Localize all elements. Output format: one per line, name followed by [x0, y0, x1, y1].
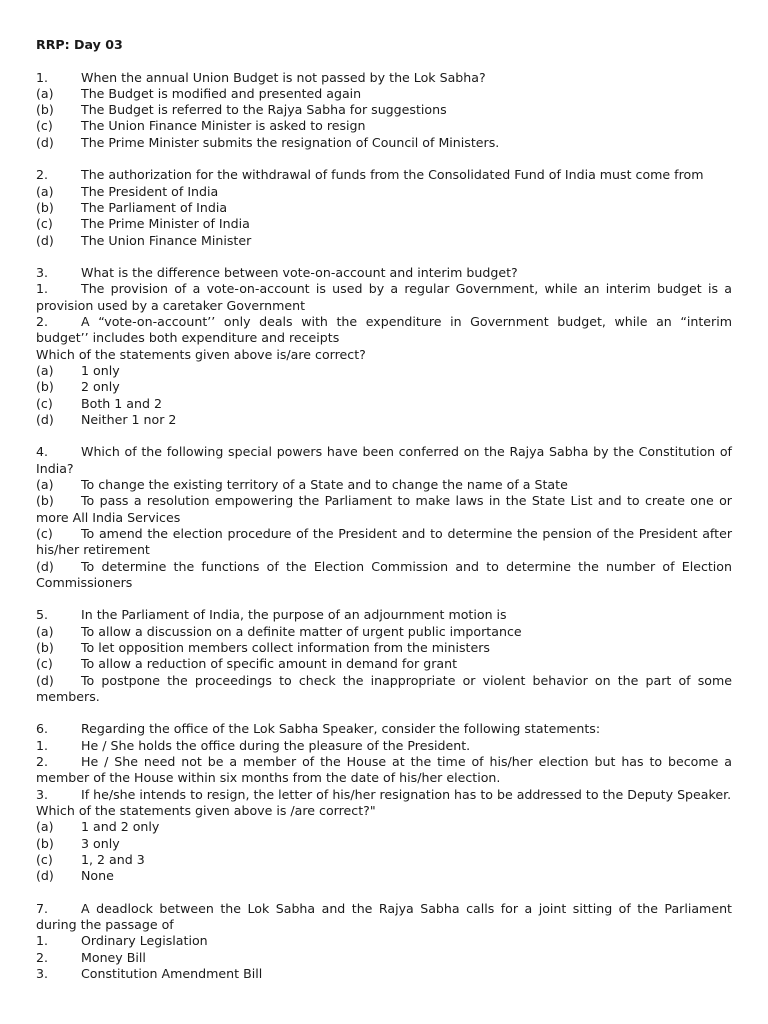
answer-option-label: (c)	[36, 525, 53, 541]
answer-option-text: The Union Finance Minister	[81, 232, 252, 248]
answer-option-text: To postpone the proceedings to check the inappropriate or violent behavior on the part of some members.	[36, 672, 732, 704]
answer-option-text: To let opposition members collect information from the ministers	[81, 639, 490, 655]
statement-text: The provision of a vote-on-account is used by a regular Government, while an interim budget is a provision used by a caretaker Government	[36, 281, 732, 313]
question-stem-label: 2.	[36, 167, 49, 183]
statement	[36, 754, 732, 787]
answer-option-label: (c)	[36, 216, 53, 232]
answer-option-label: (b)	[36, 102, 54, 118]
statement-label: 3.	[36, 786, 49, 802]
answer-option-text: 2 only	[81, 379, 120, 395]
statement-label: 2.	[36, 754, 49, 770]
statement	[36, 787, 732, 803]
answer-option	[36, 624, 732, 640]
statement	[36, 966, 732, 982]
answer-option	[36, 852, 732, 868]
answer-option-label: (b)	[36, 379, 54, 395]
document-title: RRP: Day 03	[36, 37, 123, 52]
answer-option	[36, 477, 732, 493]
statement-label: 1.	[36, 933, 49, 949]
statement-text: He / She holds the office during the pleasure of the President.	[81, 737, 471, 753]
answer-option-text: The Budget is referred to the Rajya Sabha for suggestions	[81, 102, 447, 118]
answer-option-text: To determine the functions of the Election Commission and to determine the number of Election Commissioners	[36, 558, 732, 590]
question-stem	[36, 901, 732, 934]
question-prompt: Which of the statements given above is/are correct?	[36, 346, 366, 362]
answer-option-label: (b)	[36, 199, 54, 215]
answer-option-text: Both 1 and 2	[81, 395, 162, 411]
question-stem-label: 5.	[36, 607, 49, 623]
answer-option	[36, 102, 732, 118]
answer-option	[36, 363, 732, 379]
answer-option-text: The Parliament of India	[81, 199, 228, 215]
statement-text: He / She need not be a member of the House at the time of his/her election but has to become a member of the House within six months from the date of his/her election.	[36, 754, 732, 786]
answer-option	[36, 559, 732, 592]
answer-option	[36, 216, 732, 232]
statement-label: 3.	[36, 965, 49, 981]
question-stem	[36, 721, 732, 737]
answer-option-label: (a)	[36, 362, 54, 378]
question-stem	[36, 70, 732, 86]
answer-option-text: The Prime Minister submits the resignation of Council of Ministers.	[81, 134, 500, 150]
question-stem-text: What is the difference between vote-on-account and interim budget?	[81, 265, 518, 281]
answer-option-label: (d)	[36, 232, 54, 248]
answer-option-label: (c)	[36, 851, 53, 867]
answer-option-label: (a)	[36, 623, 54, 639]
answer-option	[36, 379, 732, 395]
answer-option	[36, 673, 732, 706]
answer-option-label: (d)	[36, 411, 54, 427]
answer-option-label: (b)	[36, 493, 54, 509]
question-prompt: Which of the statements given above is /are correct?"	[36, 802, 376, 818]
answer-option-text: The Prime Minister of India	[81, 216, 250, 232]
question-2	[36, 167, 732, 248]
answer-option	[36, 135, 732, 151]
question-stem-text: When the annual Union Budget is not passed by the Lok Sabha?	[81, 69, 486, 85]
answer-option	[36, 836, 732, 852]
answer-option-label: (d)	[36, 868, 54, 884]
answer-option	[36, 396, 732, 412]
answer-option-text: 1 only	[81, 362, 120, 378]
answer-option	[36, 526, 732, 559]
answer-option-text: The President of India	[81, 183, 219, 199]
answer-option-label: (d)	[36, 672, 54, 688]
question-list	[36, 70, 732, 983]
answer-option-label: (d)	[36, 558, 54, 574]
question-stem-label: 4.	[36, 444, 49, 460]
answer-option-text: To allow a reduction of specific amount in demand for grant	[81, 656, 458, 672]
answer-option	[36, 640, 732, 656]
answer-option-label: (d)	[36, 134, 54, 150]
statement-text: If he/she intends to resign, the letter of his/her resignation has to be addressed to the Deputy Speaker.	[81, 786, 732, 802]
question-stem	[36, 607, 732, 623]
answer-option-label: (c)	[36, 395, 53, 411]
answer-option-text: To change the existing territory of a State and to change the name of a State	[81, 477, 568, 493]
answer-option-text: To amend the election procedure of the President and to determine the pension of the President after his/her retirement	[36, 525, 732, 558]
answer-option	[36, 86, 732, 102]
question-stem	[36, 167, 732, 183]
statement-text: A “vote-on-account’’ only deals with the expenditure in Government budget, while an “interim budget’’ includes both expenditure and receipts	[36, 314, 732, 346]
question-stem-text: Which of the following special powers have been conferred on the Rajya Sabha by the Constitution of India?	[36, 444, 732, 476]
answer-option	[36, 656, 732, 672]
answer-option	[36, 412, 732, 428]
statement	[36, 738, 732, 754]
question-stem	[36, 444, 732, 477]
answer-option-text: The Union Finance Minister is asked to resign	[81, 118, 366, 134]
answer-option-label: (a)	[36, 183, 54, 199]
answer-option	[36, 868, 732, 884]
statement-text: Ordinary Legislation	[81, 933, 208, 949]
question-6	[36, 721, 732, 884]
answer-option	[36, 184, 732, 200]
answer-option-label: (b)	[36, 835, 54, 851]
statement-label: 2.	[36, 314, 49, 330]
question-stem-label: 7.	[36, 900, 49, 916]
statement-text: Money Bill	[81, 949, 146, 965]
statement-label: 1.	[36, 281, 49, 297]
answer-option-text: Neither 1 nor 2	[81, 411, 177, 427]
answer-option-text: To pass a resolution empowering the Parliament to make laws in the State List and to create one or more All India Services	[36, 493, 732, 525]
statement	[36, 281, 732, 314]
question-4	[36, 444, 732, 591]
answer-option-text: 1 and 2 only	[81, 819, 160, 835]
answer-option	[36, 233, 732, 249]
answer-option-label: (a)	[36, 819, 54, 835]
answer-option-label: (a)	[36, 85, 54, 101]
statement-label: 1.	[36, 737, 49, 753]
question-stem-text: The authorization for the withdrawal of funds from the Consolidated Fund of India must come from	[81, 167, 704, 183]
answer-option-label: (c)	[36, 118, 53, 134]
question-stem	[36, 265, 732, 281]
question-1	[36, 70, 732, 151]
answer-option-text: To allow a discussion on a definite matter of urgent public importance	[81, 623, 522, 639]
answer-option-text: 3 only	[81, 835, 120, 851]
question-5	[36, 607, 732, 705]
statement	[36, 314, 732, 347]
answer-option	[36, 200, 732, 216]
answer-option	[36, 493, 732, 526]
question-stem-text: A deadlock between the Lok Sabha and the Rajya Sabha calls for a joint sitting of the Parliament during the passage of	[36, 900, 732, 933]
statement	[36, 950, 732, 966]
statement-label: 2.	[36, 949, 49, 965]
question-3	[36, 265, 732, 428]
answer-option-label: (b)	[36, 639, 54, 655]
answer-option-text: The Budget is modified and presented again	[81, 85, 362, 101]
question-stem-text: In the Parliament of India, the purpose of an adjournment motion is	[81, 607, 507, 623]
answer-option-text: None	[81, 868, 114, 884]
question-stem-label: 6.	[36, 721, 49, 737]
statement-text: Constitution Amendment Bill	[81, 965, 263, 981]
question-stem-label: 1.	[36, 69, 49, 85]
question-stem-label: 3.	[36, 265, 49, 281]
question-7	[36, 901, 732, 982]
answer-option-text: 1, 2 and 3	[81, 851, 145, 867]
answer-option	[36, 118, 732, 134]
answer-option-label: (a)	[36, 477, 54, 493]
question-stem-text: Regarding the office of the Lok Sabha Speaker, consider the following statements:	[81, 721, 601, 737]
answer-option-label: (c)	[36, 656, 53, 672]
answer-option	[36, 819, 732, 835]
statement	[36, 933, 732, 949]
